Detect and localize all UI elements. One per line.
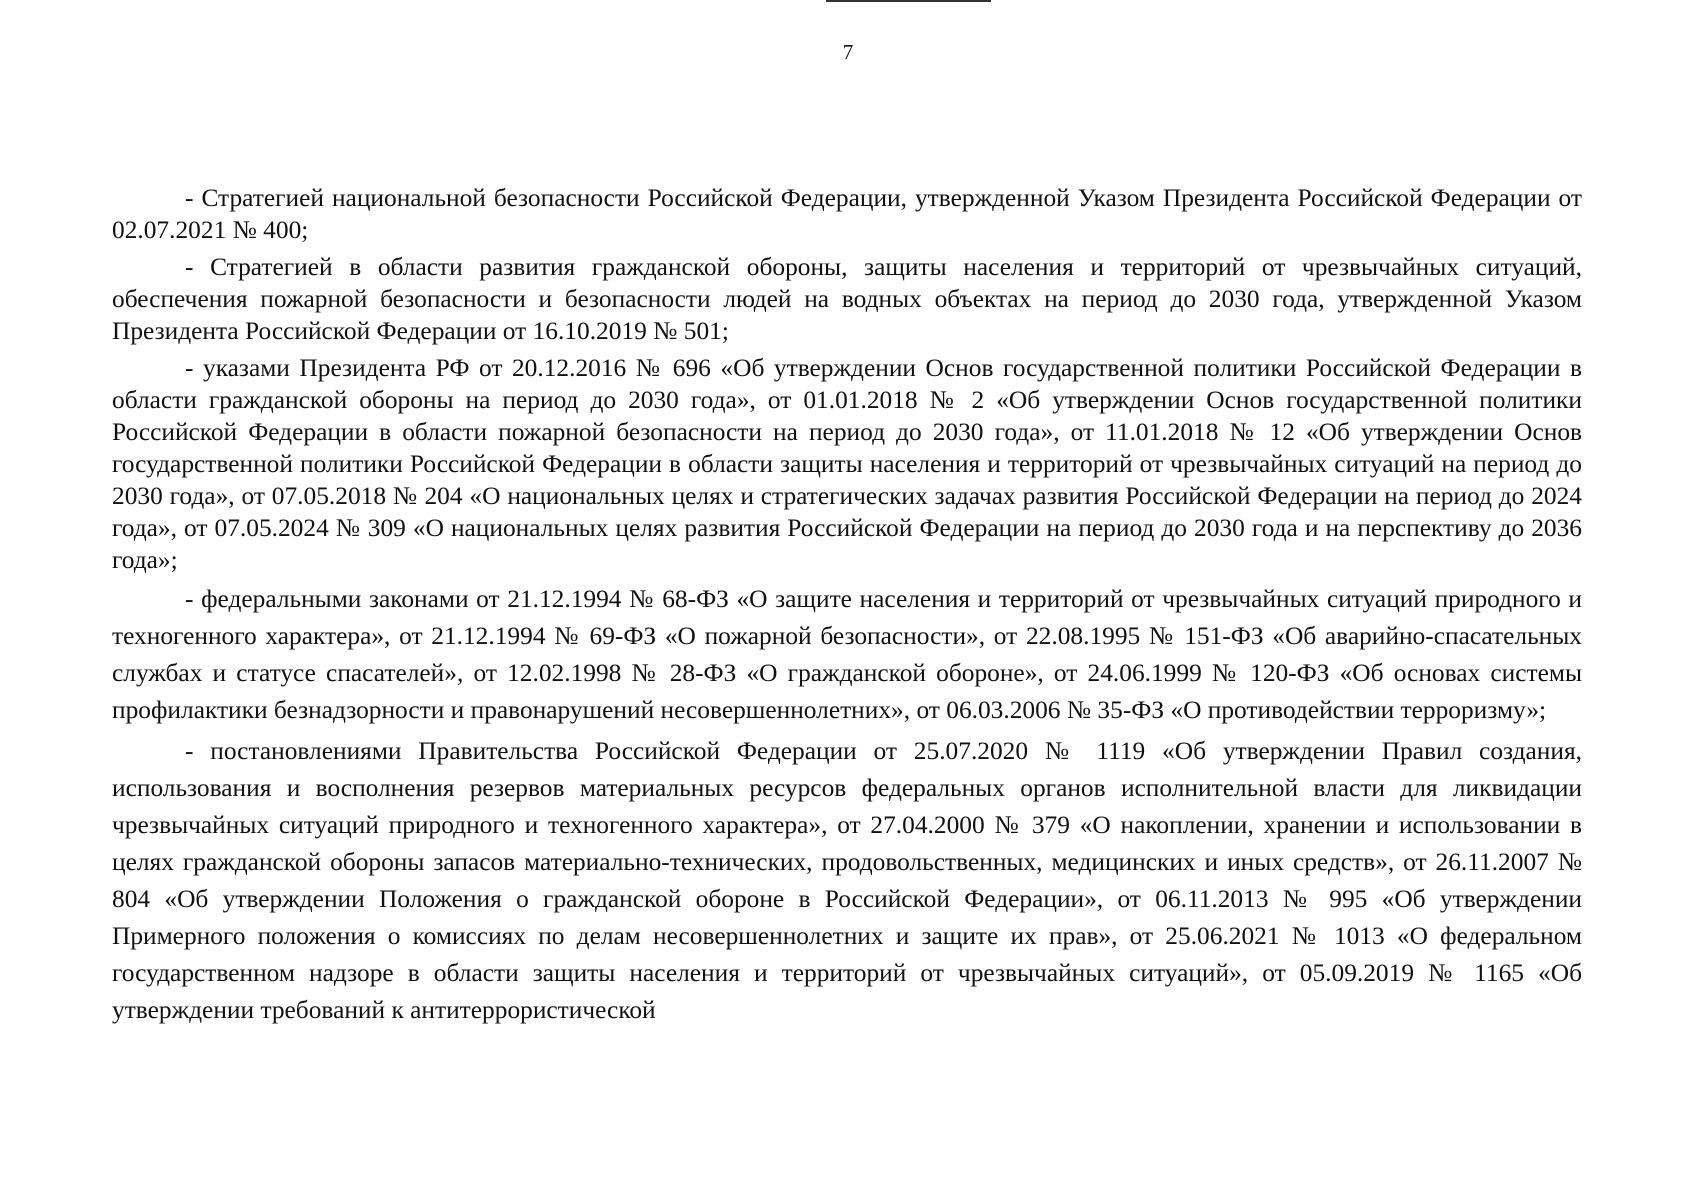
paragraph-government-resolutions: - постановлениями Правительства Российской Федерации от 25.07.2020 № 1119 «Об утверждении Правил создания, использования и восполнения резервов материальных ресурсов федеральных органов исполнительной власти для ликвидации чрезвычайных ситуаций природного и техногенного характера», от 27.04.2000 № 379 «О накоплении, хранении и использовании в целях гражданской обороны запасов материально-технических, продовольственных, медицинских и иных средств», от 26.11.2007 № 804 «Об утверждении Положения о гражданской обороне в Российской Федерации», от 06.11.2013 № 995 «Об утверждении Примерного положения о комиссиях по делам несовершеннолетних и защите их прав», от 25.06.2021 № 1013 «О федеральном государственном надзоре в области защиты населения и территорий от чрезвычайных ситуаций», от 05.09.2019 № 1165 «Об утверждении требований к антитеррористической: [112, 737, 1582, 1024]
page-number: 7: [842, 40, 854, 64]
top-edge-rule: [826, 0, 991, 2]
paragraph-federal-laws: - федеральными законами от 21.12.1994 № 68-ФЗ «О защите населения и территорий от чрезвычайных ситуаций природного и техногенного характера», от 21.12.1994 № 69-ФЗ «О пожарной безопасности», от 22.08.1995 № 151-ФЗ «Об аварийно-спасательных службах и статусе спасателей», от 12.02.1998 № 28-ФЗ «О гражданской обороне», от 24.06.1999 № 120-ФЗ «Об основах системы профилактики безнадзорности и правонарушений несовершеннолетних», от 06.03.2006 № 35-ФЗ «О противодействии терроризму»;: [112, 585, 1582, 724]
paragraph-national-security-strategy: - Стратегией национальной безопасности Российской Федерации, утвержденной Указом Президента Российской Федерации от 02.07.2021 № 400;: [112, 184, 1582, 244]
document-body: [112, 182, 1582, 1033]
paragraph-civil-defense-strategy: - Стратегией в области развития гражданской обороны, защиты населения и территорий от чрезвычайных ситуаций, обеспечения пожарной безопасности и безопасности людей на водных объектах на период до 2030 года, утвержденной Указом Президента Российской Федерации от 16.10.2019 № 501;: [112, 253, 1582, 345]
paragraph-presidential-decrees: - указами Президента РФ от 20.12.2016 № 696 «Об утверждении Основ государственной политики Российской Федерации в области гражданской обороны на период до 2030 года», от 01.01.2018 № 2 «Об утверждении Основ государственной политики Российской Федерации в области пожарной безопасности на период до 2030 года», от 11.01.2018 № 12 «Об утверждении Основ государственной политики Российской Федерации в области защиты населения и территорий от чрезвычайных ситуаций на период до 2030 года», от 07.05.2018 № 204 «О национальных целях и стратегических задачах развития Российской Федерации на период до 2024 года», от 07.05.2024 № 309 «О национальных целях развития Российской Федерации на период до 2030 года и на перспективу до 2036 года»;: [112, 354, 1582, 574]
